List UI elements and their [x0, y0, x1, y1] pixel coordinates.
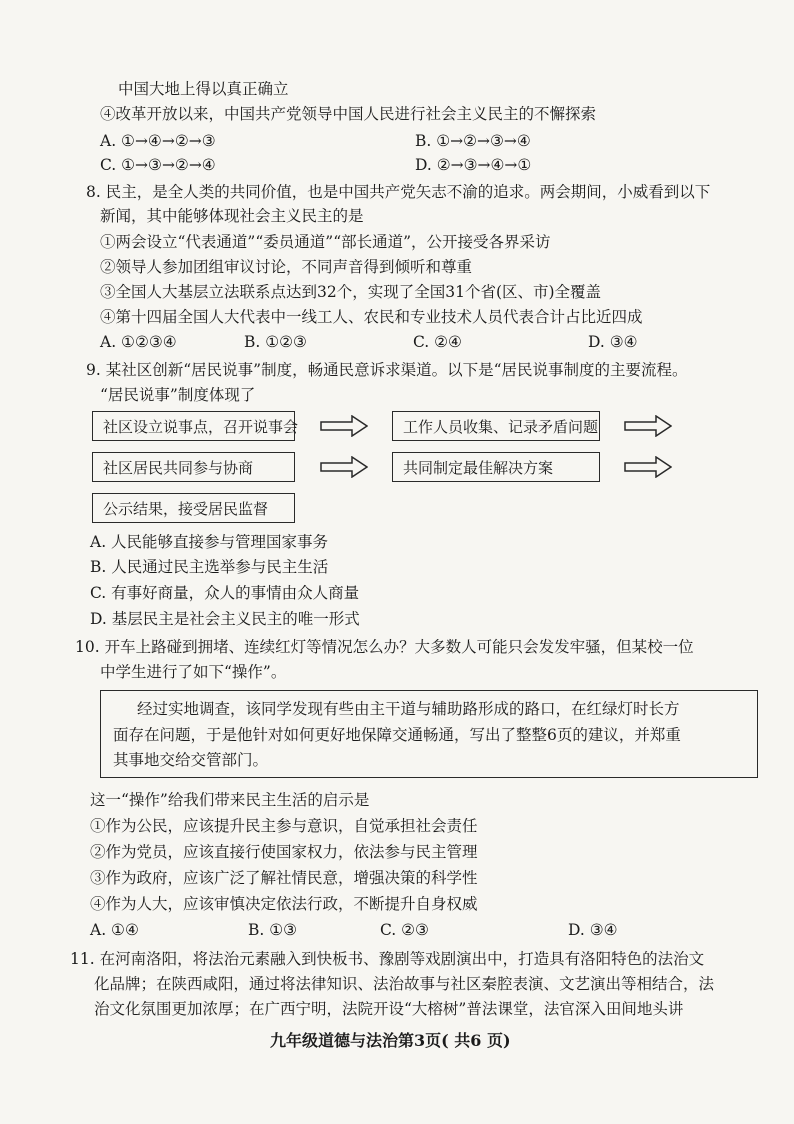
q9-option-d: D. 基层民主是社会主义民主的唯一形式: [90, 610, 360, 628]
q11-line-3: 治文化氛围更加浓厚；在广西宁明，法院开设“大榕树”普法课堂，法官深入田间地头讲: [94, 1000, 684, 1018]
q7-option-a: A. ①→④→②→③: [100, 132, 216, 150]
q10-case-line-2: 面存在问题，于是他针对如何更好地保障交通畅通，写出了整整6页的建议，并郑重: [113, 726, 681, 744]
q9-stem-line-2: “居民说事”制度体现了: [100, 386, 256, 404]
flow-step-2: 工作人员收集、记录矛盾问题: [392, 411, 600, 441]
q10-item-2: ②作为党员，应该直接行使国家权力，依法参与民主管理: [90, 843, 478, 861]
q8-item-2: ②领导人参加团组审议讨论，不同声音得到倾听和尊重: [100, 258, 473, 276]
flow-arrow-icon: [624, 456, 672, 478]
q10-stem-line-1: 10. 开车上路碰到拥堵、连续红灯等情况怎么办？大多数人可能只会发发牢骚，但某校一位: [75, 638, 694, 656]
q7-option-c: C. ①→③→②→④: [100, 156, 216, 174]
q10-item-4: ④作为人大，应该审慎决定依法行政，不断提升自身权威: [90, 895, 478, 913]
q8-option-a: A. ①②③④: [100, 333, 177, 351]
q10-item-3: ③作为政府，应该广泛了解社情民意，增强决策的科学性: [90, 869, 478, 887]
flow-arrow-icon: [320, 456, 368, 478]
q9-stem-line-1: 9. 某社区创新“居民说事”制度，畅通民意诉求渠道。以下是“居民说事制度的主要流程。: [86, 361, 688, 379]
q8-item-3: ③全国人大基层立法联系点达到32个，实现了全国31个省(区、市)全覆盖: [100, 283, 602, 301]
q10-case-line-3: 其事地交给交管部门。: [113, 751, 269, 769]
flow-step-4: 共同制定最佳解决方案: [392, 452, 600, 482]
q11-line-2: 化品牌；在陕西咸阳，通过将法律知识、法治故事与社区秦腔表演、文艺演出等相结合，法: [94, 975, 715, 993]
q10-case-box: [100, 690, 758, 778]
q10-item-1: ①作为公民，应该提升民主参与意识，自觉承担社会责任: [90, 817, 478, 835]
q8-option-b: B. ①②③: [244, 333, 307, 351]
q9-option-b: B. 人民通过民主选举参与民主生活: [90, 558, 329, 576]
flow-arrow-icon: [624, 415, 672, 437]
q10-stem-line-2: 中学生进行了如下“操作”。: [100, 663, 287, 681]
flow-step-1: 社区设立说事点，召开说事会: [92, 411, 295, 441]
q10-option-c: C. ②③: [380, 921, 429, 939]
page-footer: 九年级道德与法治第3页( 共6 页): [270, 1031, 511, 1050]
q10-stem-line-3: 这一“操作”给我们带来民主生活的启示是: [90, 791, 370, 809]
q7-item-4: ④改革开放以来，中国共产党领导中国人民进行社会主义民主的不懈探索: [100, 105, 597, 123]
flow-step-5: 公示结果，接受居民监督: [92, 493, 295, 523]
q7-continuation: 中国大地上得以真正确立: [118, 80, 289, 98]
q7-option-d: D. ②→③→④→①: [415, 156, 532, 174]
q10-option-b: B. ①③: [248, 921, 298, 939]
q9-option-c: C. 有事好商量，众人的事情由众人商量: [90, 584, 360, 602]
q8-option-c: C. ②④: [413, 333, 462, 351]
q8-stem-line-2: 新闻，其中能够体现社会主义民主的是: [100, 207, 364, 225]
q10-case-line-1: 经过实地调查，该同学发现有些由主干道与辅助路形成的路口，在红绿灯时长方: [137, 700, 680, 718]
q9-option-a: A. 人民能够直接参与管理国家事务: [90, 533, 329, 551]
q8-option-d: D. ③④: [588, 333, 638, 351]
flow-arrow-icon: [320, 415, 368, 437]
q7-option-b: B. ①→②→③→④: [415, 132, 531, 150]
q11-line-1: 11. 在河南洛阳，将法治元素融入到快板书、豫剧等戏剧演出中，打造具有洛阳特色的法治文: [70, 950, 705, 968]
flow-step-3: 社区居民共同参与协商: [92, 452, 295, 482]
q10-option-d: D. ③④: [568, 921, 618, 939]
q8-item-1: ①两会设立“代表通道”“委员通道”“部长通道”，公开接受各界采访: [100, 233, 551, 251]
q10-option-a: A. ①④: [90, 921, 139, 939]
q8-stem-line-1: 8. 民主，是全人类的共同价值，也是中国共产党矢志不渝的追求。两会期间，小威看到以下: [86, 183, 711, 201]
q8-item-4: ④第十四届全国人大代表中一线工人、农民和专业技术人员代表合计占比近四成: [100, 308, 643, 326]
